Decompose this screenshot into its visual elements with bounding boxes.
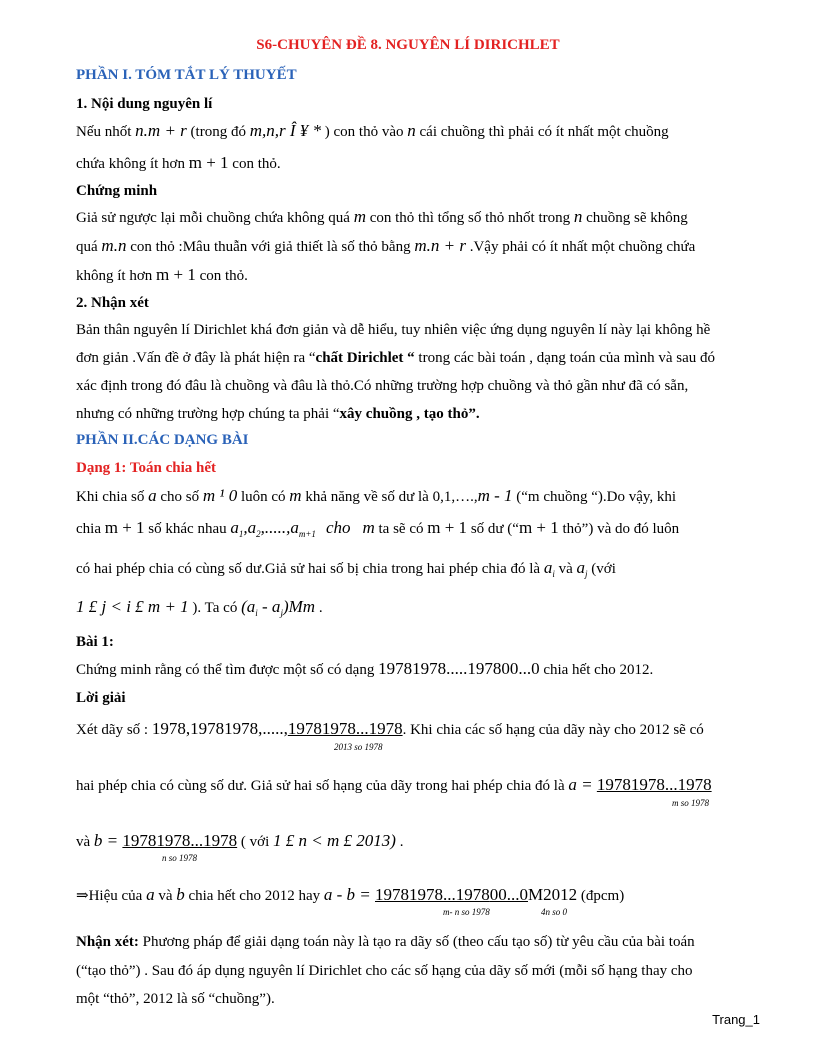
text: (đpcm) [577, 888, 625, 904]
sec1-heading: 1. Nội dung nguyên lí [76, 96, 213, 112]
note-line-3: một “thỏ”, 2012 là số “chuồng”). [76, 991, 275, 1007]
underbrace-label: m- n so 1978 [443, 907, 490, 917]
math: 1 £ j < i £ m + 1 [76, 597, 189, 616]
page-footer: Trang_1 [712, 1012, 760, 1027]
math: )Mm [282, 597, 316, 616]
math: m.n [101, 236, 127, 255]
text: khả năng về số dư là 0,1,…., [301, 489, 478, 505]
math: a - b = [323, 885, 375, 904]
text: cái chuồng thì phải có ít nhất một chuồng [415, 124, 669, 140]
math: m,n,r Î ¥ * [249, 121, 322, 140]
dang1-line-1 [76, 487, 676, 506]
math: n [407, 121, 416, 140]
text: Chứng minh rằng có thể tìm được một số có dạng [76, 662, 379, 678]
math: M2012 [528, 885, 578, 904]
text: số khác nhau [144, 521, 231, 537]
sec2-line-2 [76, 349, 715, 367]
text: Khi chia số [76, 489, 149, 505]
part2-heading: PHẦN II.CÁC DẠNG BÀI [76, 432, 249, 448]
sec2-line-4 [76, 405, 480, 423]
text: số dư (“ [467, 521, 519, 537]
underbrace-label: 2013 so 1978 [334, 742, 383, 752]
text: con thỏ :Mâu thuẫn với giả thiết là số thỏ bằng [126, 239, 415, 255]
text: . [315, 600, 323, 616]
math: m + 1 [156, 265, 196, 284]
text: ) con thỏ vào [321, 124, 408, 140]
math-underbrace: 19781978...1978 [375, 885, 490, 904]
text: . [395, 834, 404, 850]
math: m ¹ 0 [202, 486, 238, 505]
math: a [230, 518, 239, 537]
note-label: Nhận xét: [76, 934, 139, 950]
math: 19781978.....197800...0 [378, 659, 540, 678]
dang1-heading: Dạng 1: Toán chia hết [76, 460, 217, 476]
math: 1 £ n < m £ 2013) [273, 831, 396, 850]
part1-heading: PHẦN I. TÓM TẮT LÝ THUYẾT [76, 67, 297, 83]
solution-line-2 [76, 776, 712, 795]
math: a = [568, 775, 597, 794]
text: không ít hơn [76, 268, 157, 284]
text: Xét dãy số : [76, 722, 152, 738]
dang1-line-3 [76, 559, 616, 583]
sec2-line-1: Bản thân nguyên lí Dirichlet khá đơn giản và dễ hiểu, tuy nhiên việc ứng dụng nguyên lí này lại không hề [76, 322, 711, 338]
math-underbrace: 19781978...1978 [287, 719, 403, 738]
proof-line-2 [76, 237, 695, 256]
dang1-line-2 [76, 519, 679, 543]
proof-line-3 [76, 266, 248, 285]
math: ,a [243, 518, 257, 537]
note-line-2: (“tạo thỏ”) . Sau đó áp dụng nguyên lí Dirichlet cho các số hạng của dãy số mới (mỗi số hạng thay cho [76, 963, 693, 979]
math: b [176, 885, 185, 904]
text: con thỏ thì tổng số thỏ nhốt trong [365, 210, 574, 226]
math: n.m + r [135, 121, 187, 140]
text: . Khi chia các số hạng của dãy này cho 2012 sẽ có [402, 722, 704, 738]
math: m [362, 518, 375, 537]
underbrace-label: 4n so 0 [541, 907, 568, 917]
document-title: S6-CHUYÊN ĐỀ 8. NGUYÊN LÍ DIRICHLET [256, 37, 560, 53]
math: (a [241, 597, 256, 616]
sec2-heading: 2. Nhận xét [76, 295, 149, 311]
text: Hiệu của [88, 888, 147, 904]
math: m - 1 [477, 486, 513, 505]
text: (với [587, 561, 616, 577]
text: chia hết cho 2012 hay [184, 888, 324, 904]
note-line-1 [76, 933, 695, 951]
text: ). Ta có [188, 600, 242, 616]
bold-text: chất Dirichlet “ [315, 350, 415, 366]
text: luôn có [237, 489, 290, 505]
sec1-line-1 [76, 122, 669, 141]
math: a [148, 486, 157, 505]
solution-line-1 [76, 720, 704, 739]
subscript: i [552, 569, 555, 579]
proof-line-1 [76, 208, 688, 227]
text: thỏ”) và do đó luôn [558, 521, 680, 537]
text: ta sẽ có [374, 521, 428, 537]
text: hai phép chia có cùng số dư. Giả sử hai số hạng của dãy trong hai phép chia đó là [76, 778, 569, 794]
math: a [543, 558, 553, 577]
bold-text: xây chuồng , tạo thỏ”. [339, 406, 480, 422]
text: Giả sử ngược lại mỗi chuồng chứa không quá [76, 210, 354, 226]
subscript: j [280, 608, 283, 618]
text: con thỏ. [228, 156, 281, 172]
subscript: 2 [256, 529, 261, 539]
math: m + 1 [104, 518, 145, 537]
math: n [573, 207, 583, 226]
math: m [289, 486, 302, 505]
bai1-heading: Bài 1: [76, 634, 114, 650]
math-underbrace: 19781978...1978 [122, 831, 238, 850]
text: con thỏ. [195, 268, 248, 284]
text: và [554, 561, 577, 577]
solution-heading: Lời giải [76, 690, 126, 706]
math: ,.....,a [260, 518, 299, 537]
bai1-statement [76, 660, 653, 679]
sec1-line-2 [76, 154, 281, 173]
math: m + 1 [518, 518, 559, 537]
text: trong các bài toán , dạng toán của mình và sau đó [414, 350, 715, 366]
text: quá [76, 239, 102, 255]
text: chuồng sẽ không [582, 210, 688, 226]
solution-line-4 [76, 886, 624, 905]
text: (“m chuồng “).Do vậy, khi [512, 489, 677, 505]
text: Nếu nhốt [76, 124, 136, 140]
subscript: m+1 [298, 529, 316, 539]
dang1-line-4 [76, 598, 323, 622]
math: a [146, 885, 155, 904]
underbrace-label: n so 1978 [162, 853, 198, 863]
proof-heading: Chứng minh [76, 183, 158, 199]
implies-icon: ⇒ [76, 888, 89, 904]
math: b = [93, 831, 123, 850]
text: (trong đó [186, 124, 250, 140]
math: m.n + r [414, 236, 466, 255]
math: m + 1 [188, 153, 229, 172]
text: nhưng có những trường hợp chúng ta phải “ [76, 406, 340, 422]
math-underbrace: 00...0 [489, 885, 528, 904]
underbrace-label: m so 1978 [672, 798, 710, 808]
subscript: i [255, 608, 258, 618]
text: chia [76, 521, 105, 537]
subscript: 1 [238, 529, 244, 539]
text: .Vậy phải có ít nhất một chuồng chứa [465, 239, 696, 255]
math-underbrace: 19781978...1978 [596, 775, 712, 794]
subscript: j [585, 569, 588, 579]
math: m [353, 207, 366, 226]
text: chứa không ít hơn [76, 156, 189, 172]
text: và [154, 888, 177, 904]
text: cho số [156, 489, 203, 505]
text: có hai phép chia có cùng số dư.Giả sử hai số bị chia trong hai phép chia đó là [76, 561, 544, 577]
text: Phương pháp để giải dạng toán này là tạo ra dãy số (theo cấu tạo số) từ yêu cầu của bài toán [138, 934, 695, 950]
math: cho [325, 518, 351, 537]
math: m + 1 [427, 518, 468, 537]
math: a [576, 558, 585, 577]
text: chia hết cho 2012. [539, 662, 654, 678]
sec2-line-3: xác định trong đó đâu là chuồng và đâu là thỏ.Có những trường hợp chuồng và thỏ gần như đã có sẵn, [76, 378, 689, 394]
text: và [76, 834, 94, 850]
text: đơn giản .Vấn đề ở đây là phát hiện ra “ [76, 350, 316, 366]
math: - a [257, 597, 281, 616]
math: 1978,19781978,....., [151, 719, 288, 738]
solution-line-3 [76, 832, 403, 851]
text: ( với [237, 834, 274, 850]
